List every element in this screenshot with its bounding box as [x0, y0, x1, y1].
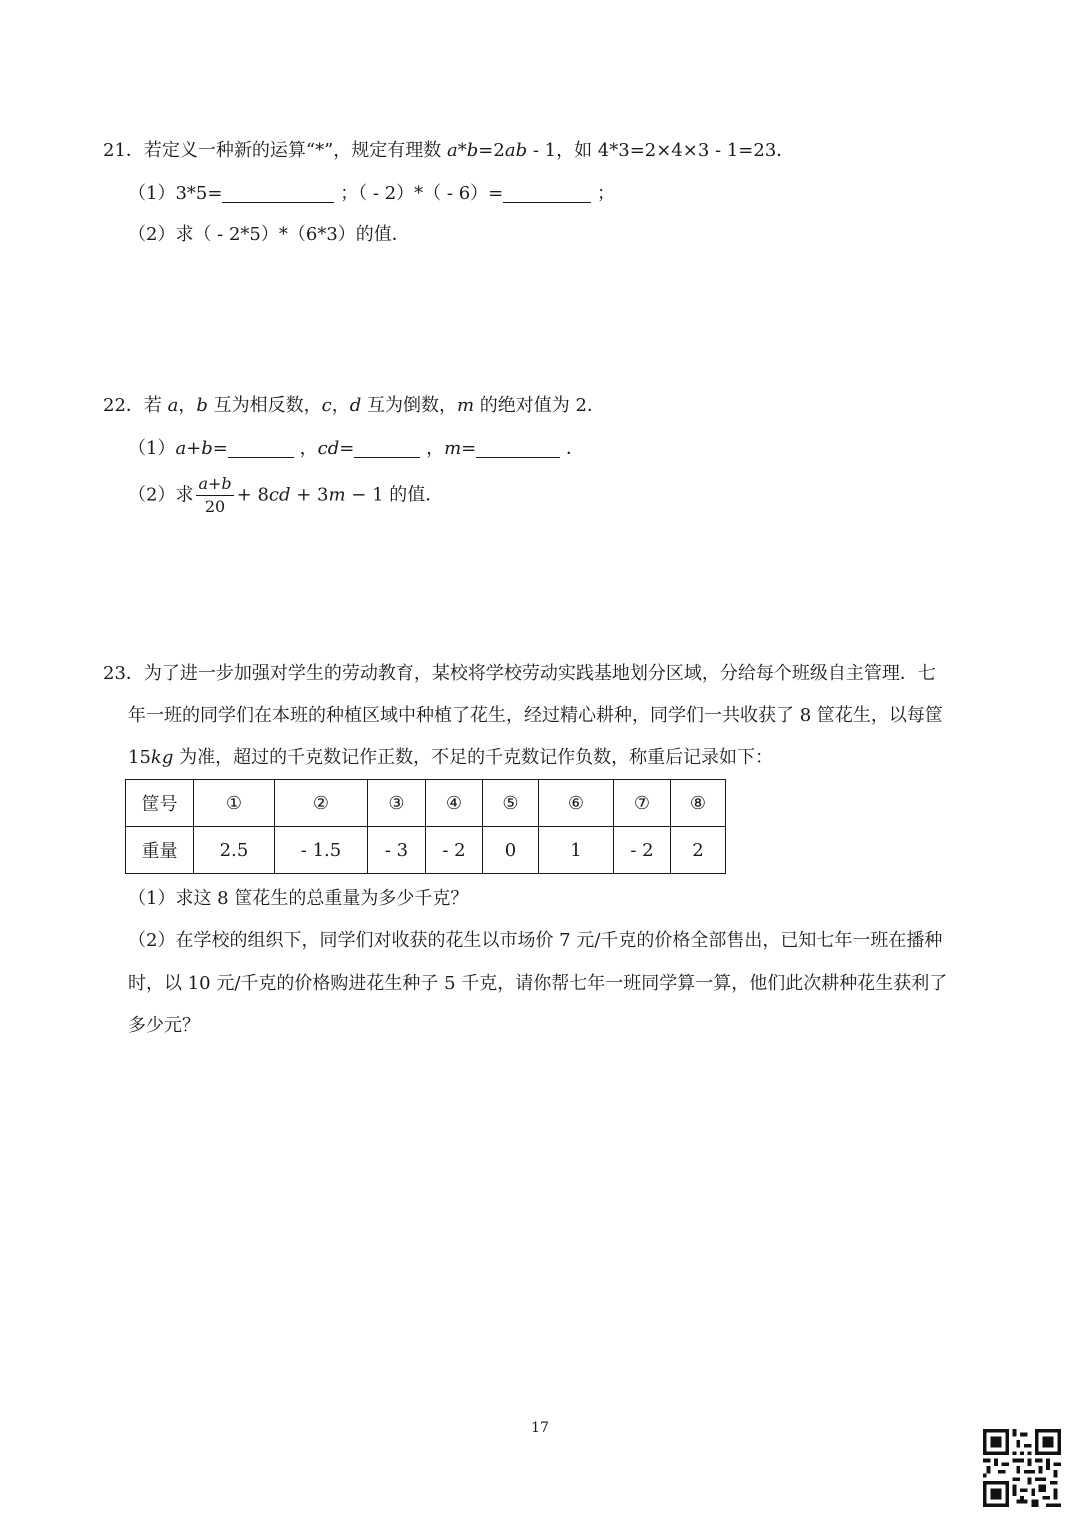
table-cell: 2.5: [194, 827, 275, 874]
table-cell: ⑥: [539, 780, 614, 827]
table-header-cell: 重量: [126, 827, 194, 874]
table-header-row: [126, 780, 726, 827]
weights-table: [125, 779, 726, 874]
fraction: $\frac{a+b}{20}$: [198, 474, 232, 516]
table-cell: ②: [275, 780, 368, 827]
table-cell: - 2: [426, 827, 483, 874]
q23-part2-line3: 多少元？: [128, 1015, 200, 1036]
table-cell: 0: [483, 827, 539, 874]
answer-blank[interactable]: [503, 184, 591, 203]
answer-blank[interactable]: [222, 184, 334, 203]
q21-stem: 21．若定义一种新的运算“*”，规定有理数 a*b=2ab - 1，如 4*3=2×4×3 - 1=23．: [103, 140, 795, 161]
table-cell: - 3: [368, 827, 426, 874]
answer-blank[interactable]: [228, 439, 294, 458]
table-cell: - 2: [614, 827, 671, 874]
table-cell: 1: [539, 827, 614, 874]
table-cell: ③: [368, 780, 426, 827]
q21-part2: （2）求（ - 2*5）*（6*3）的值．: [128, 224, 410, 245]
qr-code-icon: [983, 1429, 1061, 1507]
q22-stem: 22．若 a，b 互为相反数，c，d 互为倒数，m 的绝对值为 2．: [103, 395, 605, 416]
q23-part2-line1: （2）在学校的组织下，同学们对收获的花生以市场价 7 元/千克的价格全部售出，已知七年一班在播种: [128, 930, 943, 951]
table-cell: ④: [426, 780, 483, 827]
table-cell: ⑧: [671, 780, 726, 827]
table-cell: ①: [194, 780, 275, 827]
table-row: [126, 827, 726, 874]
q23-part2-line2: 时，以 10 元/千克的价格购进花生种子 5 千克，请你帮七年一班同学算一算，他们此次耕种花生获利了: [128, 973, 948, 994]
q23-stem-line3: 15kg 为准，超过的千克数记作正数，不足的千克数记作负数，称重后记录如下：: [128, 747, 774, 768]
answer-blank[interactable]: [354, 439, 420, 458]
table-cell: 2: [671, 827, 726, 874]
page-number: 17: [531, 1420, 549, 1436]
answer-blank[interactable]: [476, 439, 560, 458]
q23-part1: （1）求这 8 筐花生的总重量为多少千克？: [128, 888, 469, 909]
q23-stem-line2: 年一班的同学们在本班的种植区域中种植了花生，经过精心耕种，同学们一共收获了 8 筐花生，以每筐: [128, 705, 943, 726]
q22-part2: （2）求 $\frac{a+b}{20}$ + 8cd + 3m − 1 的值．: [128, 474, 444, 516]
q22-part1: （1）a+b= ，cd= ，m= ．: [128, 438, 584, 459]
table-header-cell: 筐号: [126, 780, 194, 827]
q23-stem-line1: 23．为了进一步加强对学生的劳动教育，某校将学校劳动实践基地划分区域，分给每个班级自主管理．七: [103, 663, 936, 684]
table-cell: ⑤: [483, 780, 539, 827]
table-cell: - 1.5: [275, 827, 368, 874]
q21-part1: （1）3*5= ；（ - 2）*（ - 6）= ；: [128, 183, 615, 204]
table-cell: ⑦: [614, 780, 671, 827]
